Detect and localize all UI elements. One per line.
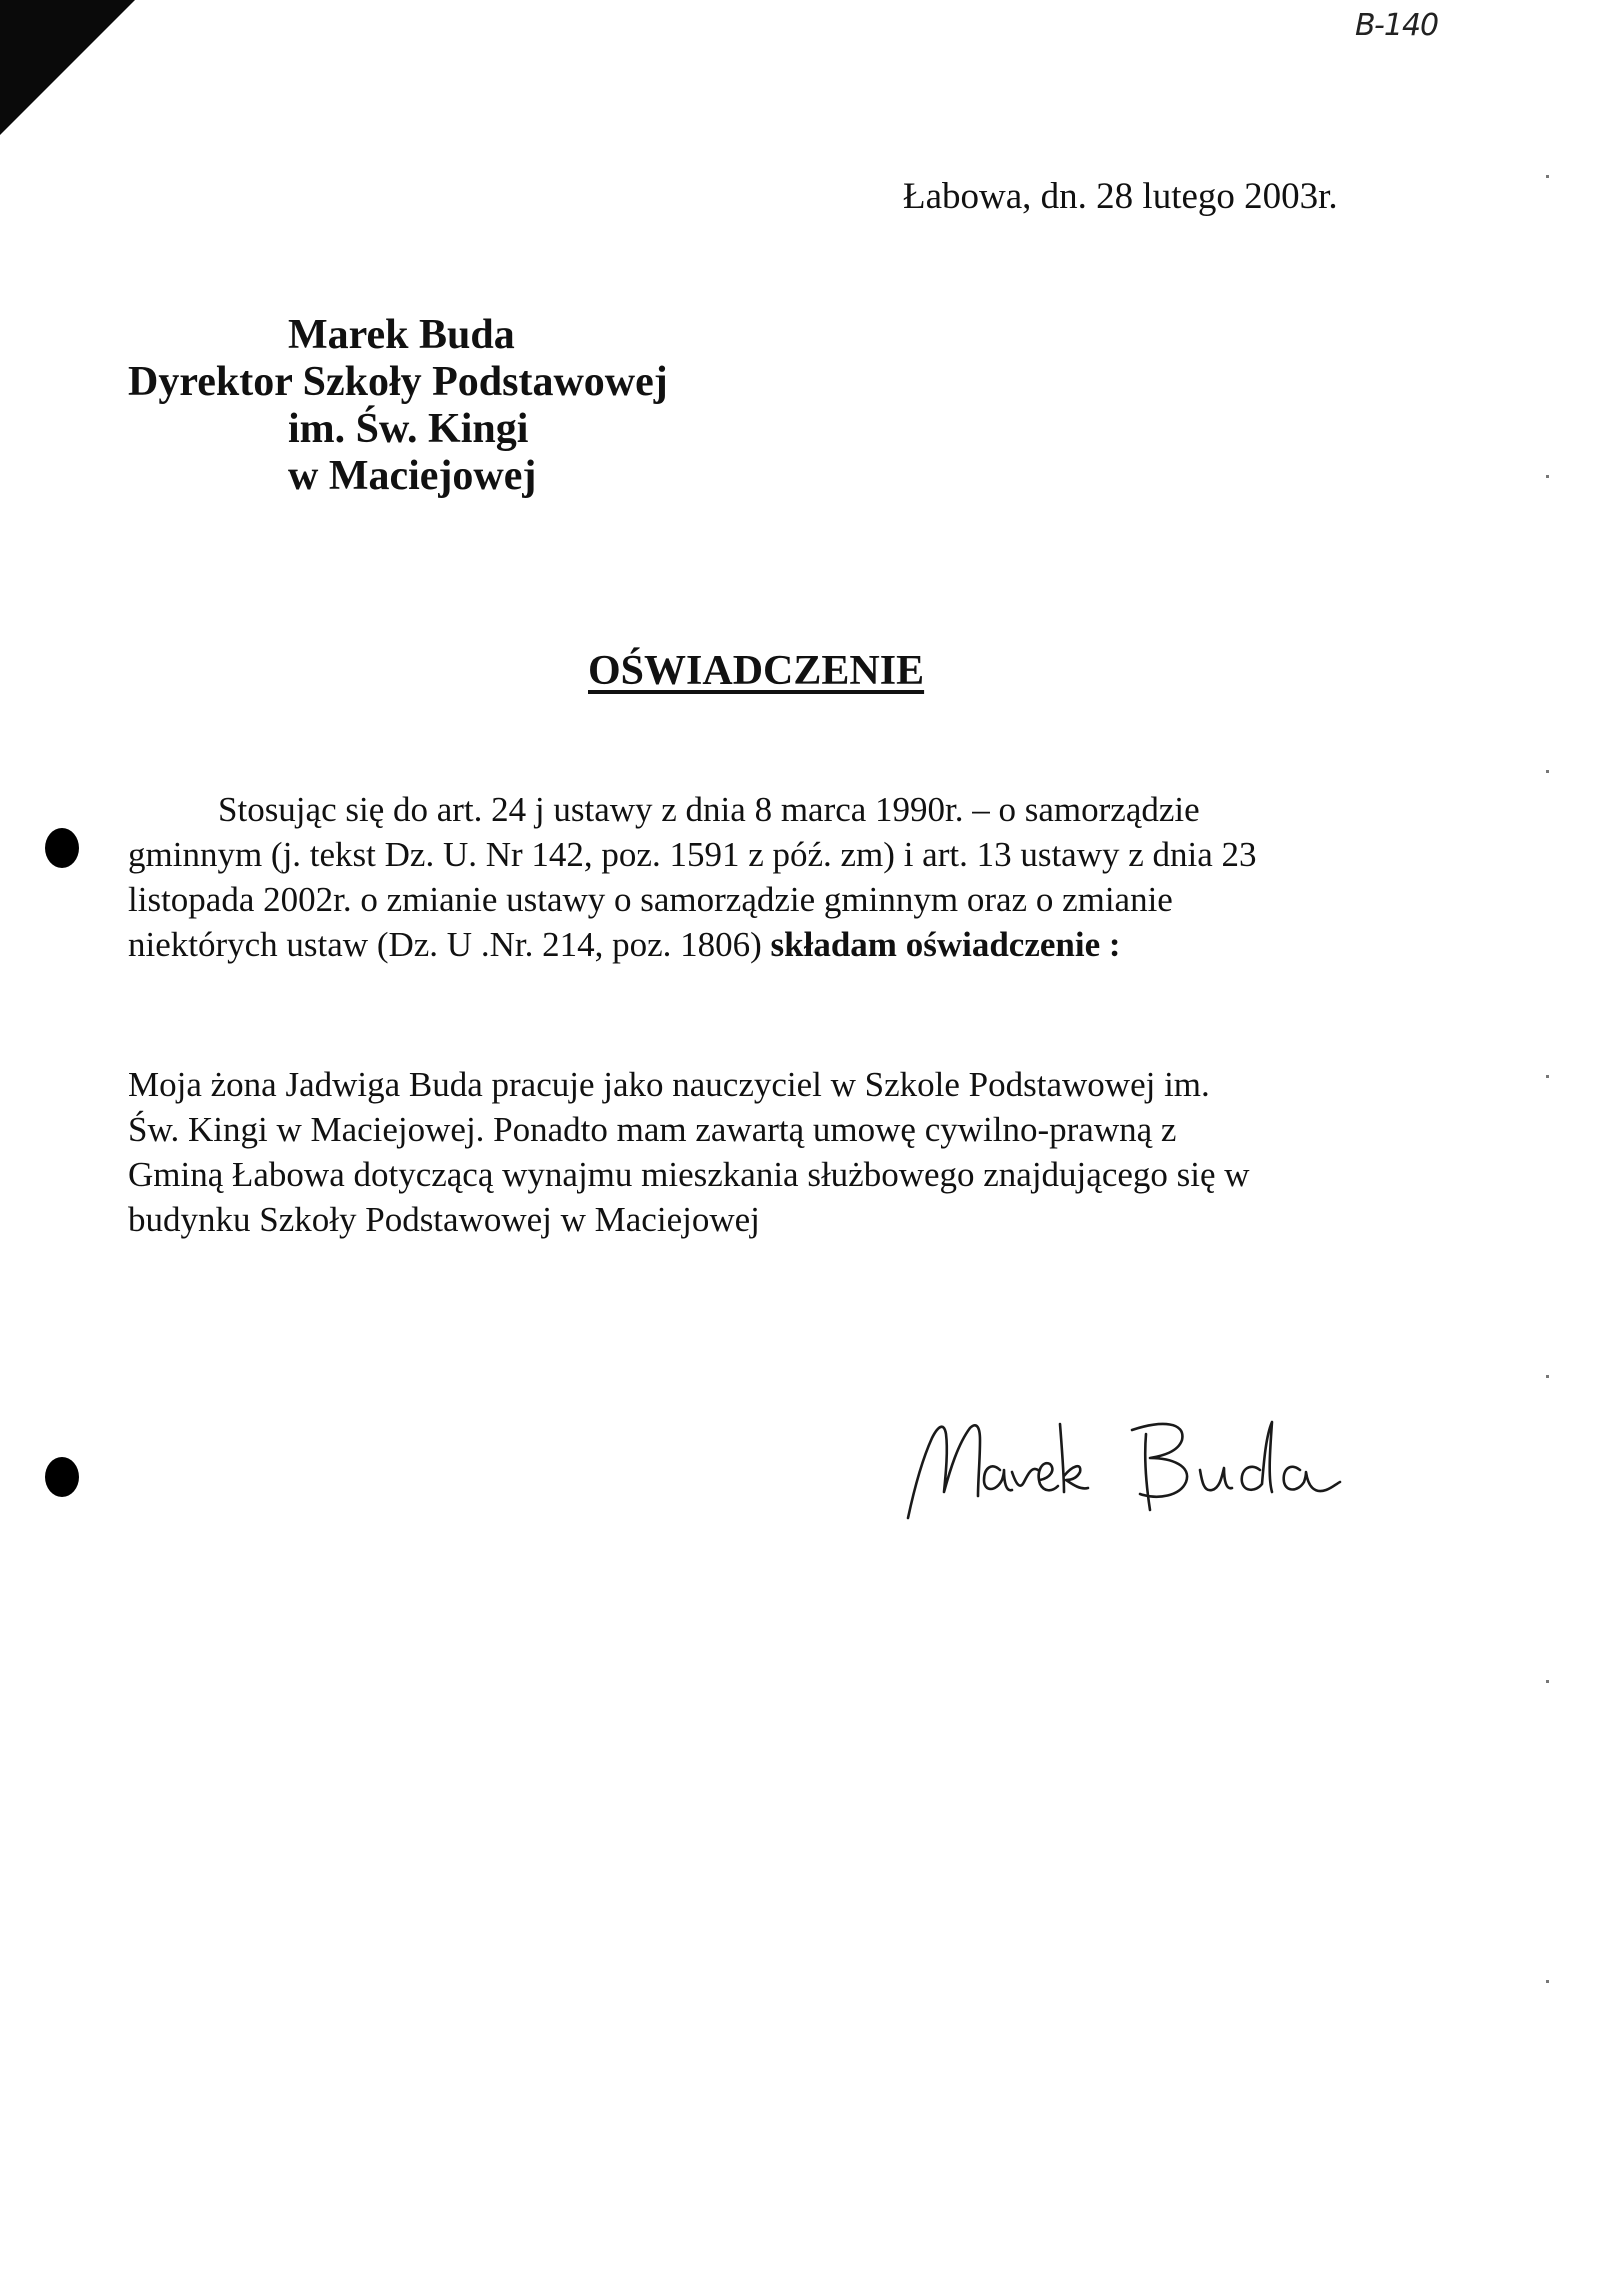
statement-line: Św. Kingi w Maciejowej. Ponadto mam zawartą umowę cywilno-prawną z (128, 1110, 1177, 1149)
intro-line-final (128, 922, 1418, 967)
statement-paragraph (128, 1062, 1428, 1242)
page-number: B-140 (1355, 8, 1439, 43)
intro-line: Stosując się do art. 24 j ustawy z dnia 8 marca 1990r. – o samorządzie (218, 790, 1200, 829)
scan-edge-mark (1546, 1980, 1549, 1983)
intro-line-text: niektórych ustaw (Dz. U .Nr. 214, poz. 1806) (128, 925, 771, 964)
school-location: w Maciejowej (288, 453, 537, 499)
statement-line: Moja żona Jadwiga Buda pracuje jako nauczyciel w Szkole Podstawowej im. (128, 1065, 1210, 1104)
author-block (128, 312, 668, 500)
handwritten-signature (900, 1400, 1420, 1530)
intro-line: listopada 2002r. o zmianie ustawy o samorządzie gminnym oraz o zmianie (128, 880, 1173, 919)
punch-hole (45, 828, 79, 868)
school-name: im. Św. Kingi (288, 406, 529, 452)
scan-corner-mark (0, 0, 135, 135)
scan-edge-mark (1546, 1375, 1549, 1378)
document-title: OŚWIADCZENIE (588, 648, 925, 694)
punch-hole (45, 1457, 79, 1497)
statement-line: budynku Szkoły Podstawowej w Maciejowej (128, 1200, 760, 1239)
declaration-phrase: składam oświadczenie : (770, 925, 1121, 964)
author-position: Dyrektor Szkoły Podstawowej (128, 359, 668, 405)
date-line: Łabowa, dn. 28 lutego 2003r. (903, 176, 1338, 217)
intro-paragraph (128, 787, 1418, 967)
statement-line: Gminą Łabowa dotyczącą wynajmu mieszkania służbowego znajdującego się w (128, 1155, 1250, 1194)
scan-edge-mark (1546, 475, 1549, 478)
scan-edge-mark (1546, 175, 1549, 178)
scan-edge-mark (1546, 1680, 1549, 1683)
author-name: Marek Buda (288, 312, 515, 358)
scan-edge-mark (1546, 770, 1549, 773)
scan-edge-mark (1546, 1075, 1549, 1078)
intro-line: gminnym (j. tekst Dz. U. Nr 142, poz. 1591 z póź. zm) i art. 13 ustawy z dnia 23 (128, 835, 1257, 874)
